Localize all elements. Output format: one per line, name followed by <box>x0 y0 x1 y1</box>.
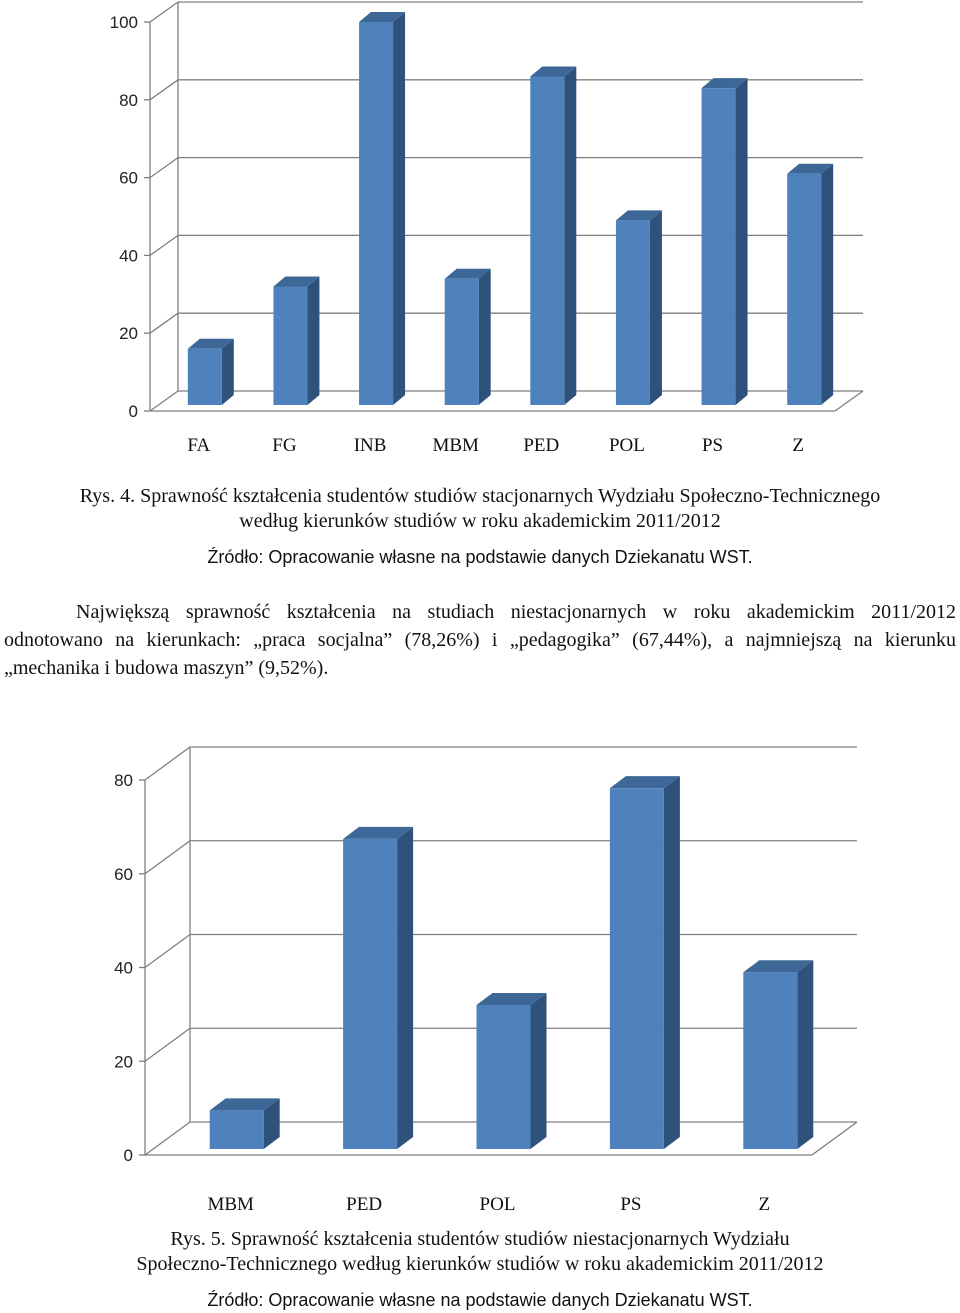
y-tick-label: 0 <box>123 1146 133 1165</box>
bar-front <box>787 174 821 405</box>
bar-chart-stationary <box>0 0 960 470</box>
bar-POL <box>616 210 662 405</box>
bar-front <box>743 972 797 1149</box>
x-tick-label: PED <box>346 1194 383 1210</box>
bar-front <box>343 839 397 1149</box>
y-tick-label: 80 <box>119 90 138 110</box>
caption-line-1: Rys. 5. Sprawność kształcenia studentów studiów niestacjonarnych Wydziału <box>170 1228 790 1250</box>
bar-POL <box>477 993 547 1149</box>
bar-side <box>397 827 413 1149</box>
y-tick-label: 60 <box>114 864 133 884</box>
x-tick-label: PS <box>701 435 724 456</box>
bar-side <box>650 210 662 405</box>
x-tick-label: PS <box>620 1194 642 1210</box>
bar-Z <box>787 164 833 405</box>
bar-side <box>664 776 680 1149</box>
gridline-diagonal <box>150 391 178 411</box>
bar-side <box>307 277 319 405</box>
gridline-diagonal <box>145 841 190 874</box>
gridline-diagonal <box>145 935 190 968</box>
caption-line-2: według kierunków studiów w roku akademickim 2011/2012 <box>239 510 721 532</box>
bar-MBM <box>210 1098 280 1149</box>
y-tick-label: 40 <box>119 246 138 266</box>
y-tick-label: 40 <box>114 958 133 978</box>
figure-4-source: Źródło: Opracowanie własne na podstawie danych Dziekanatu WST. <box>207 547 753 567</box>
x-tick-label: FG <box>272 435 297 456</box>
gridline-diagonal <box>150 80 178 100</box>
x-tick-label: MBM <box>432 435 479 456</box>
bar-side <box>736 78 748 405</box>
bar-front <box>530 76 564 405</box>
gridline-diagonal <box>145 747 190 780</box>
bar-PS <box>702 78 748 405</box>
bar-side <box>564 66 576 405</box>
bar-side <box>821 164 833 405</box>
bar-side <box>393 12 405 405</box>
x-tick-label: POL <box>608 435 645 456</box>
gridline-diagonal <box>150 2 178 22</box>
bar-PS <box>610 776 680 1149</box>
gridline-diagonal <box>150 313 178 333</box>
bar-front <box>616 220 650 405</box>
x-tick-label: Z <box>792 435 804 456</box>
bar-front <box>273 287 307 405</box>
gridline-diagonal <box>145 1028 190 1061</box>
y-tick-label: 20 <box>114 1052 133 1072</box>
bar-PED <box>530 66 576 405</box>
figure-5-caption <box>0 1227 960 1277</box>
x-tick-label: MBM <box>207 1194 254 1210</box>
x-tick-label: Z <box>758 1194 771 1210</box>
gridline-diagonal <box>150 235 178 255</box>
bar-front <box>445 279 479 405</box>
bar-PED <box>343 827 413 1149</box>
bar-FG <box>273 277 319 405</box>
bar-front <box>477 1005 531 1149</box>
y-tick-label: 60 <box>119 168 138 188</box>
bar-Z <box>743 960 813 1149</box>
y-tick-label: 100 <box>109 13 138 32</box>
bar-front <box>702 88 736 405</box>
bar-side <box>531 993 547 1149</box>
x-tick-label: INB <box>353 435 387 456</box>
x-tick-label: POL <box>479 1194 516 1210</box>
bar-side <box>797 960 813 1149</box>
gridline-diagonal <box>150 158 178 178</box>
x-tick-label: FA <box>187 435 211 456</box>
caption-line-2: Społeczno-Technicznego według kierunków studiów w roku akademickim 2011/2012 <box>136 1253 824 1275</box>
bar-INB <box>359 12 405 405</box>
bar-MBM <box>445 269 491 405</box>
gridline-diagonal <box>145 1122 190 1155</box>
bar-front <box>188 349 222 405</box>
caption-line-1: Rys. 4. Sprawność kształcenia studentów studiów stacjonarnych Wydziału Społeczno-Technicznego <box>79 485 881 507</box>
bar-chart-nonstationary <box>0 740 960 1210</box>
bar-side <box>222 339 234 405</box>
bar-front <box>610 788 664 1149</box>
bar-front <box>210 1110 264 1149</box>
y-tick-label: 0 <box>128 402 138 421</box>
body-paragraph: Największą sprawność kształcenia na studiach niestacjonarnych w roku akademickim 2011/2012 odnotowano na kierunkach: „praca socjalna” (78,26%) i „pedagogika” (67,44%), a najmniejszą na kierunku „mechanika i budowa maszyn” (9,52%). <box>4 601 956 679</box>
figure-4-caption <box>0 484 960 534</box>
floor-edge <box>835 391 863 411</box>
bar-front <box>359 22 393 405</box>
y-tick-label: 80 <box>114 771 133 790</box>
floor-edge <box>812 1122 857 1155</box>
y-tick-label: 20 <box>119 324 138 344</box>
bar-FA <box>188 339 234 405</box>
figure-5-source: Źródło: Opracowanie własne na podstawie danych Dziekanatu WST. <box>207 1290 753 1310</box>
x-tick-label: PED <box>523 435 560 456</box>
bar-side <box>479 269 491 405</box>
